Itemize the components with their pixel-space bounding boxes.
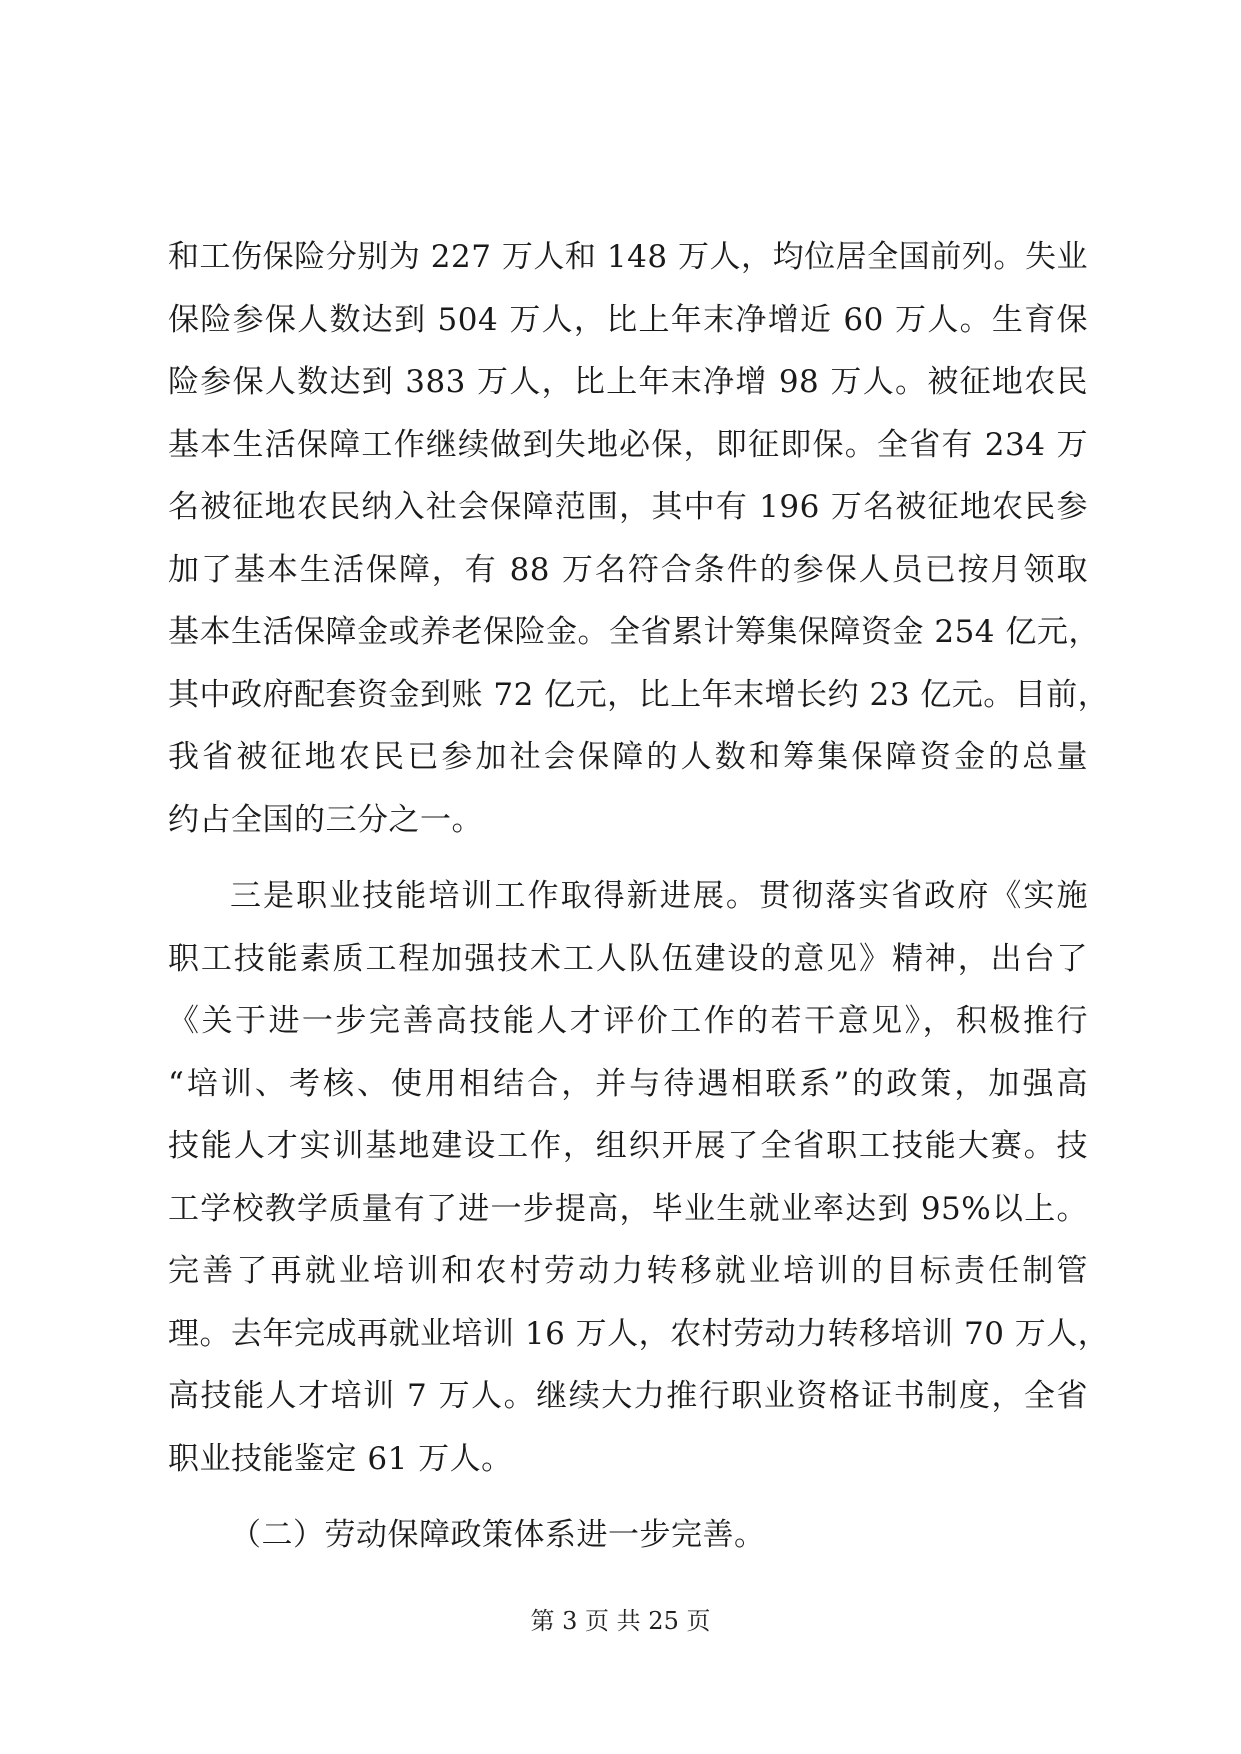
text-line: 其中政府配套资金到账 72 亿元，比上年末增长约 23 亿元。目前， xyxy=(168,676,1110,713)
text-line: “培训、考核、使用相结合，并与待遇相联系”的政策，加强高 xyxy=(168,1065,1088,1102)
paragraph-social-insurance xyxy=(168,226,1110,851)
section-heading: （二）劳动保障政策体系进一步完善。 xyxy=(230,1517,766,1553)
text-line: 基本生活保障金或养老保险金。全省累计筹集保障资金 254 亿元， xyxy=(168,614,1100,650)
text-line: 理。去年完成再就业培训 16 万人，农村劳动力转移培训 70 万人， xyxy=(168,1315,1110,1352)
text-line: 高技能人才培训 7 万人。继续大力推行职业资格证书制度，全省 xyxy=(168,1378,1088,1414)
text-line: 三是职业技能培训工作取得新进展。贯彻落实省政府《实施 xyxy=(230,878,1088,914)
page-footer: 第 3 页 共 25 页 xyxy=(530,1607,711,1635)
text-line: 职业技能鉴定 61 万人。 xyxy=(168,1440,513,1477)
text-line: 保险参保人数达到 504 万人，比上年末净增近 60 万人。生育保 xyxy=(168,301,1088,338)
text-line: 工学校教学质量有了进一步提高，毕业生就业率达到 95%以上。 xyxy=(168,1190,1088,1227)
text-line: 《关于进一步完善高技能人才评价工作的若干意见》，积极推行 xyxy=(168,1003,1088,1039)
text-line: 完善了再就业培训和农村劳动力转移就业培训的目标责任制管 xyxy=(168,1253,1088,1289)
text-line: 职工技能素质工程加强技术工人队伍建设的意见》精神，出台了 xyxy=(168,940,1088,977)
paragraph-vocational-training xyxy=(168,865,1110,1490)
text-line: 险参保人数达到 383 万人，比上年末净增 98 万人。被征地农民 xyxy=(168,364,1088,400)
text-line: 技能人才实训基地建设工作，组织开展了全省职工技能大赛。技 xyxy=(168,1128,1088,1164)
text-line: 和工伤保险分别为 227 万人和 148 万人，均位居全国前列。失业 xyxy=(168,239,1088,275)
text-line: 我省被征地农民已参加社会保障的人数和筹集保障资金的总量 xyxy=(168,739,1088,775)
text-line: 约占全国的三分之一。 xyxy=(168,801,483,838)
text-line: 名被征地农民纳入社会保障范围，其中有 196 万名被征地农民参 xyxy=(168,489,1088,525)
document-body xyxy=(168,226,1110,1567)
text-line: 加了基本生活保障，有 88 万名符合条件的参保人员已按月领取 xyxy=(168,551,1088,588)
text-line: 基本生活保障工作继续做到失地必保，即征即保。全省有 234 万 xyxy=(168,426,1088,463)
